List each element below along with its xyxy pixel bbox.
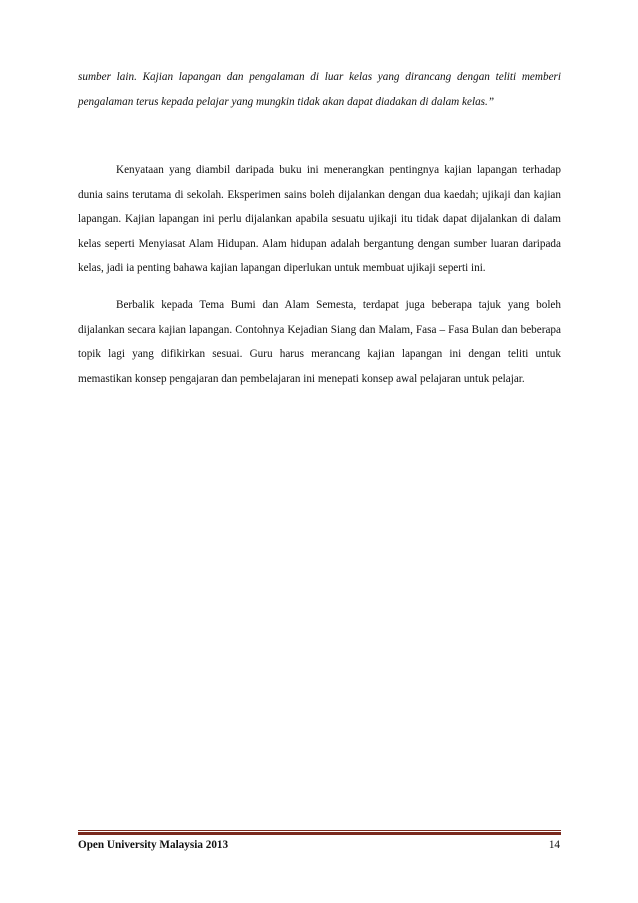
footer-title: Open University Malaysia 2013 [78, 839, 229, 851]
page-number: 14 [548, 839, 560, 851]
footer-rule-thick [78, 832, 561, 835]
footer-rule-thin [78, 830, 561, 831]
body-paragraph-1: Kenyataan yang diambil daripada buku ini menerangkan pentingnya kajian lapangan terhadap dunia sains terutama di sekolah. Eksperimen sains boleh dijalankan dengan dua kaedah; ujikaji dan kajian lapangan. Kajian lapangan ini perlu dijalankan apabila sesuatu ujikaji itu tidak dapat dijalankan di dalam kelas seperti Menyiasat Alam Hidupan. Alam hidupan adalah bergantung dengan sumber luaran daripada kelas, jadi ia penting bahawa kajian lapangan diperlukan untuk membuat ujikaji seperti ini. [78, 164, 561, 274]
body-paragraph-2: Berbalik kepada Tema Bumi dan Alam Semesta, terdapat juga beberapa tajuk yang boleh dijalankan secara kajian lapangan. Contohnya Kejadian Siang dan Malam, Fasa – Fasa Bulan dan beberapa topik lagi yang difikirkan sesuai. Guru harus merancang kajian lapangan ini dengan teliti untuk memastikan konsep pengajaran dan pembelajaran ini menepati konsep awal pelajaran untuk pelajar. [78, 299, 561, 385]
quote-paragraph: sumber lain. Kajian lapangan dan pengalaman di luar kelas yang dirancang dengan teliti memberi pengalaman terus kepada pelajar yang mungkin tidak akan dapat diadakan di dalam kelas.” [78, 71, 561, 108]
